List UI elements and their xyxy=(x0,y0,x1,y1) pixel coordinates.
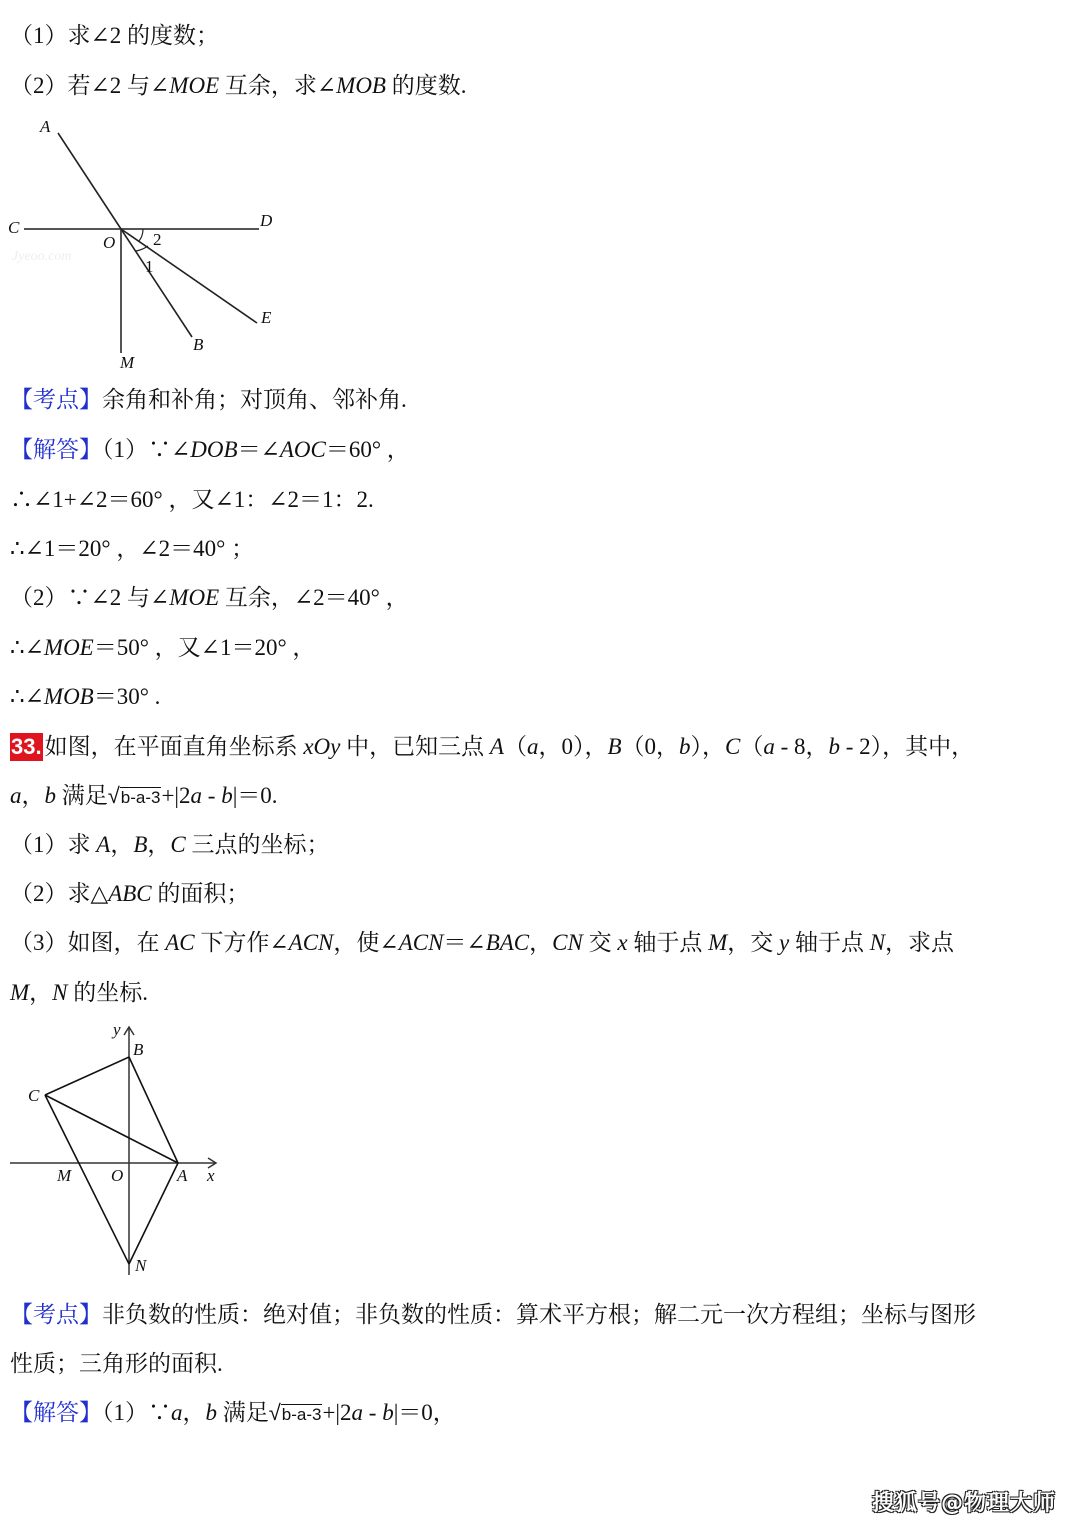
math-var: A xyxy=(96,832,111,857)
text: |＝0. xyxy=(232,783,278,808)
math-var: b xyxy=(382,1400,394,1425)
text: ， xyxy=(529,930,553,955)
text: （2）求△ xyxy=(10,881,109,906)
text: ，交 xyxy=(727,930,779,955)
math-var: b xyxy=(679,734,691,759)
math-var: CN xyxy=(552,930,583,955)
q32-solution-line-6 xyxy=(10,682,160,712)
q33-part3-line-1 xyxy=(10,928,954,958)
math-var: b xyxy=(44,783,56,808)
q32-solution-line-3: ∴∠1＝20° ，∠2＝40° ； xyxy=(10,536,255,561)
math-var: MOE xyxy=(169,585,220,610)
jieda-label: 【解答】 xyxy=(10,1400,102,1425)
radicand: b-a-3 xyxy=(120,788,161,807)
math-var: x xyxy=(617,930,628,955)
text: ）， xyxy=(690,734,725,759)
math-var: MOE xyxy=(169,73,220,98)
label-M: M xyxy=(120,353,135,372)
text: 的面积； xyxy=(151,881,250,906)
math-var: BAC xyxy=(485,930,530,955)
q33-kaodian-line-2: 性质；三角形的面积. xyxy=(10,1351,223,1376)
math-var: b xyxy=(205,1400,217,1425)
text: 交 xyxy=(582,930,618,955)
math-var: B xyxy=(607,734,622,759)
text: - 2），其中， xyxy=(840,734,975,759)
q32-solution-line-4 xyxy=(10,583,409,613)
text: （ xyxy=(503,734,527,759)
q32-angle-figure xyxy=(0,110,300,375)
text: （1）∵ xyxy=(102,1400,171,1425)
math-var: ABC xyxy=(108,881,152,906)
math-var: a xyxy=(190,783,203,808)
math-var: a xyxy=(351,1400,364,1425)
text: ∴∠ xyxy=(10,684,44,709)
label-angle-1: 1 xyxy=(145,257,154,276)
text: +|2 xyxy=(161,783,191,808)
radical-icon: √ xyxy=(268,1400,281,1425)
label-y: y xyxy=(113,1020,121,1039)
label-B: B xyxy=(133,1040,144,1059)
math-var: ACN xyxy=(288,930,334,955)
math-var: M xyxy=(10,980,30,1005)
math-var: N xyxy=(869,930,886,955)
kaodian-label: 【考点】 xyxy=(10,387,102,412)
q32-solution-line-2: ∴∠1+∠2＝60° ，又∠1：∠2＝1：2. xyxy=(10,487,374,512)
math-var: ACN xyxy=(398,930,444,955)
sqrt-expression xyxy=(108,783,162,813)
text: （1）求 xyxy=(10,832,97,857)
text: - 8， xyxy=(774,734,829,759)
text: 下方作∠ xyxy=(194,930,289,955)
math-var: A xyxy=(489,734,504,759)
label-O: O xyxy=(103,233,116,252)
text: 满足 xyxy=(217,1400,269,1425)
text: ＝50° ，又∠1＝20° ， xyxy=(93,635,316,660)
text: - xyxy=(202,783,222,808)
text: （1）∵∠ xyxy=(102,437,191,462)
q33-part3-line-2 xyxy=(10,978,148,1008)
text: （2）∵∠2 与∠ xyxy=(10,585,170,610)
sqrt-expression xyxy=(269,1400,323,1430)
math-var: b xyxy=(221,783,233,808)
math-var: MOE xyxy=(43,635,94,660)
text: 轴于点 xyxy=(789,930,870,955)
q32-solution-line-1 xyxy=(10,435,410,465)
q33-coordinate-figure xyxy=(0,1015,240,1285)
q33-part2 xyxy=(10,879,249,909)
q33-solution-line-1 xyxy=(10,1398,456,1430)
math-var: a xyxy=(171,1400,183,1425)
radicand: b-a-3 xyxy=(281,1405,322,1424)
text: ， xyxy=(21,783,45,808)
text: ＝30° . xyxy=(93,684,161,709)
text: 的度数. xyxy=(385,73,467,98)
coordinate-diagram xyxy=(0,1015,240,1285)
label-O: O xyxy=(111,1166,124,1185)
text: ＝60° ， xyxy=(325,437,410,462)
label-D: D xyxy=(260,211,273,230)
text: ＝∠ xyxy=(237,437,280,462)
text: 互余，求∠ xyxy=(219,73,337,98)
text: 互余，∠2＝40° ， xyxy=(219,585,409,610)
kaodian-text: 余角和补角；对顶角、邻补角. xyxy=(102,387,407,412)
q32-part1: （1）求∠2 的度数； xyxy=(10,23,220,48)
q32-part2 xyxy=(10,71,466,101)
q33-stem-line-2 xyxy=(10,781,278,813)
text: （2）若∠2 与∠ xyxy=(10,73,170,98)
kaodian-label: 【考点】 xyxy=(10,1302,102,1327)
math-var: a xyxy=(10,783,22,808)
label-A: A xyxy=(40,117,51,136)
text: ，求点 xyxy=(885,930,955,955)
math-var: M xyxy=(708,930,728,955)
q33-part1 xyxy=(10,830,329,860)
math-var: a xyxy=(526,734,539,759)
text: （3）如图，在 xyxy=(10,930,166,955)
text: +|2 xyxy=(322,1400,352,1425)
math-var: AOC xyxy=(279,437,326,462)
math-var: MOB xyxy=(43,684,94,709)
label-M: M xyxy=(57,1166,72,1185)
jieda-label: 【解答】 xyxy=(10,437,102,462)
text: （ xyxy=(740,734,764,759)
math-var: xOy xyxy=(303,734,341,759)
math-var: b xyxy=(828,734,841,759)
figure-watermark: Jyeoo.com xyxy=(12,249,72,264)
math-var: C xyxy=(725,734,741,759)
math-var: AC xyxy=(165,930,195,955)
text: 轴于点 xyxy=(627,930,709,955)
q33-kaodian-line-1 xyxy=(10,1300,976,1330)
label-C: C xyxy=(28,1086,40,1105)
text: 的坐标. xyxy=(67,980,149,1005)
angle-diagram xyxy=(0,110,300,375)
label-B: B xyxy=(193,335,204,354)
text: ，0）， xyxy=(538,734,608,759)
label-A: A xyxy=(177,1166,188,1185)
text: ，使∠ xyxy=(333,930,399,955)
radical-icon: √ xyxy=(107,783,120,808)
text: ， xyxy=(29,980,53,1005)
kaodian-text: 非负数的性质：绝对值；非负数的性质：算术平方根；解二元一次方程组；坐标与图形 xyxy=(102,1302,976,1327)
text: 如图，在平面直角坐标系 xyxy=(44,734,304,759)
text: ， xyxy=(182,1400,206,1425)
math-var: y xyxy=(778,930,790,955)
text: ， xyxy=(110,832,134,857)
math-var: B xyxy=(133,832,148,857)
label-angle-2: 2 xyxy=(153,230,162,249)
math-var: a xyxy=(763,734,775,759)
text: - xyxy=(363,1400,383,1425)
text: ＝∠ xyxy=(443,930,486,955)
label-E: E xyxy=(261,308,272,327)
text: 满足 xyxy=(56,783,108,808)
math-var: C xyxy=(170,832,186,857)
label-x: x xyxy=(207,1166,215,1185)
sohu-watermark: 搜狐号@物理大师 xyxy=(871,1491,1056,1516)
math-var: MOB xyxy=(336,73,386,98)
q32-solution-line-5 xyxy=(10,633,315,663)
label-C: C xyxy=(8,218,20,237)
q32-kaodian xyxy=(10,385,407,415)
q33-stem-line-1 xyxy=(10,732,974,762)
text: （0， xyxy=(621,734,679,759)
text: 中，已知三点 xyxy=(340,734,490,759)
text: 三点的坐标； xyxy=(185,832,330,857)
label-N: N xyxy=(135,1256,147,1275)
question-number-badge: 33. xyxy=(11,734,42,759)
text: ， xyxy=(147,832,171,857)
text: ∴∠ xyxy=(10,635,44,660)
math-var: DOB xyxy=(190,437,238,462)
text: |＝0， xyxy=(393,1400,456,1425)
math-var: N xyxy=(52,980,68,1005)
